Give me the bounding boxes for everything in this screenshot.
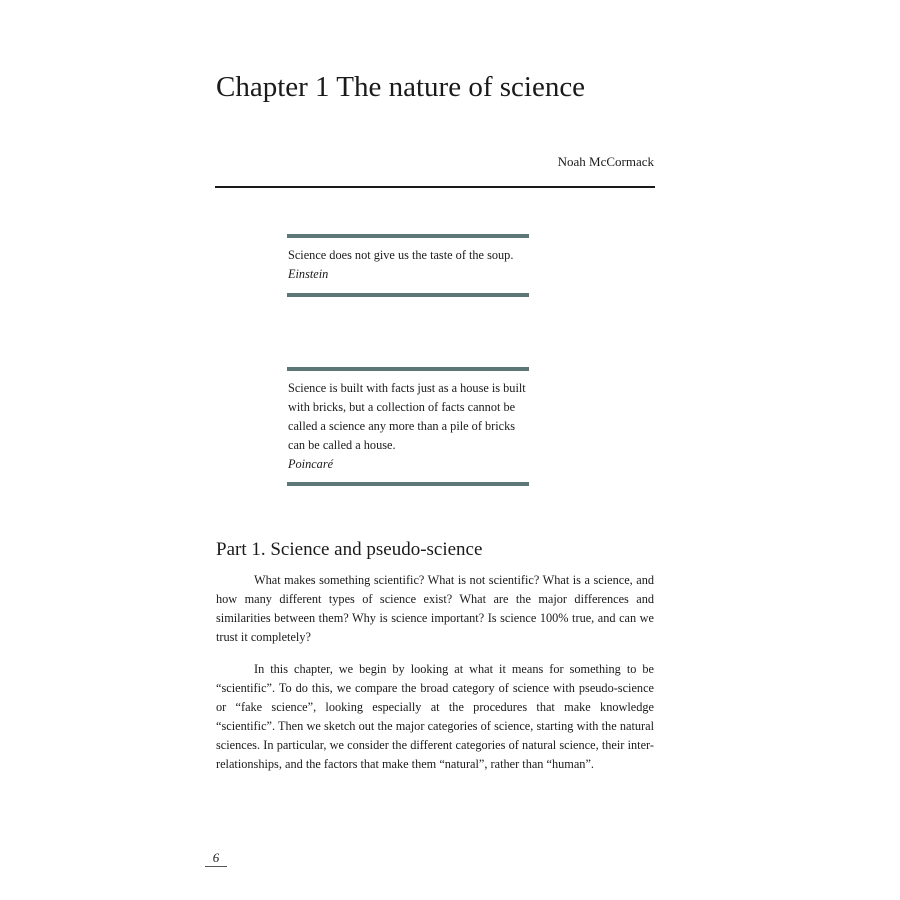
chapter-title: Chapter 1 The nature of science	[216, 71, 586, 103]
epigraph-quote-poincare	[287, 367, 529, 486]
body-paragraph: In this chapter, we begin by looking at what it means for something to be “scientific”. To do this, we compare the broad category of science with pseudo-science or “fake science”, looking especially at the procedures that make knowledge “scientific”. Then we sketch out the major categories of science, starting with the natural sciences. In particular, we consider the different categories of natural science, their inter-relationships, and the factors that make them “natural”, rather than “human”.	[216, 662, 654, 771]
quote-attribution: Einstein	[288, 267, 329, 281]
chapter-author: Noah McCormack	[557, 154, 654, 169]
epigraph-quote-einstein	[287, 234, 529, 297]
title-divider	[215, 186, 655, 188]
body-paragraph: What makes something scientific? What is not scientific? What is a science, and how many different types of science exist? What are the major differences and similarities between them? Why is science important? Is science 100% true, and can we trust it completely?	[216, 573, 654, 644]
quote-text: Science is built with facts just as a house is built with bricks, but a collection of facts cannot be called a science any more than a pile of bricks can be called a house.	[288, 381, 526, 452]
quote-attribution: Poincaré	[288, 457, 334, 471]
page-number: 6	[205, 850, 227, 867]
section-heading: Part 1. Science and pseudo-science	[216, 539, 483, 560]
quote-text: Science does not give us the taste of the soup.	[288, 248, 514, 262]
